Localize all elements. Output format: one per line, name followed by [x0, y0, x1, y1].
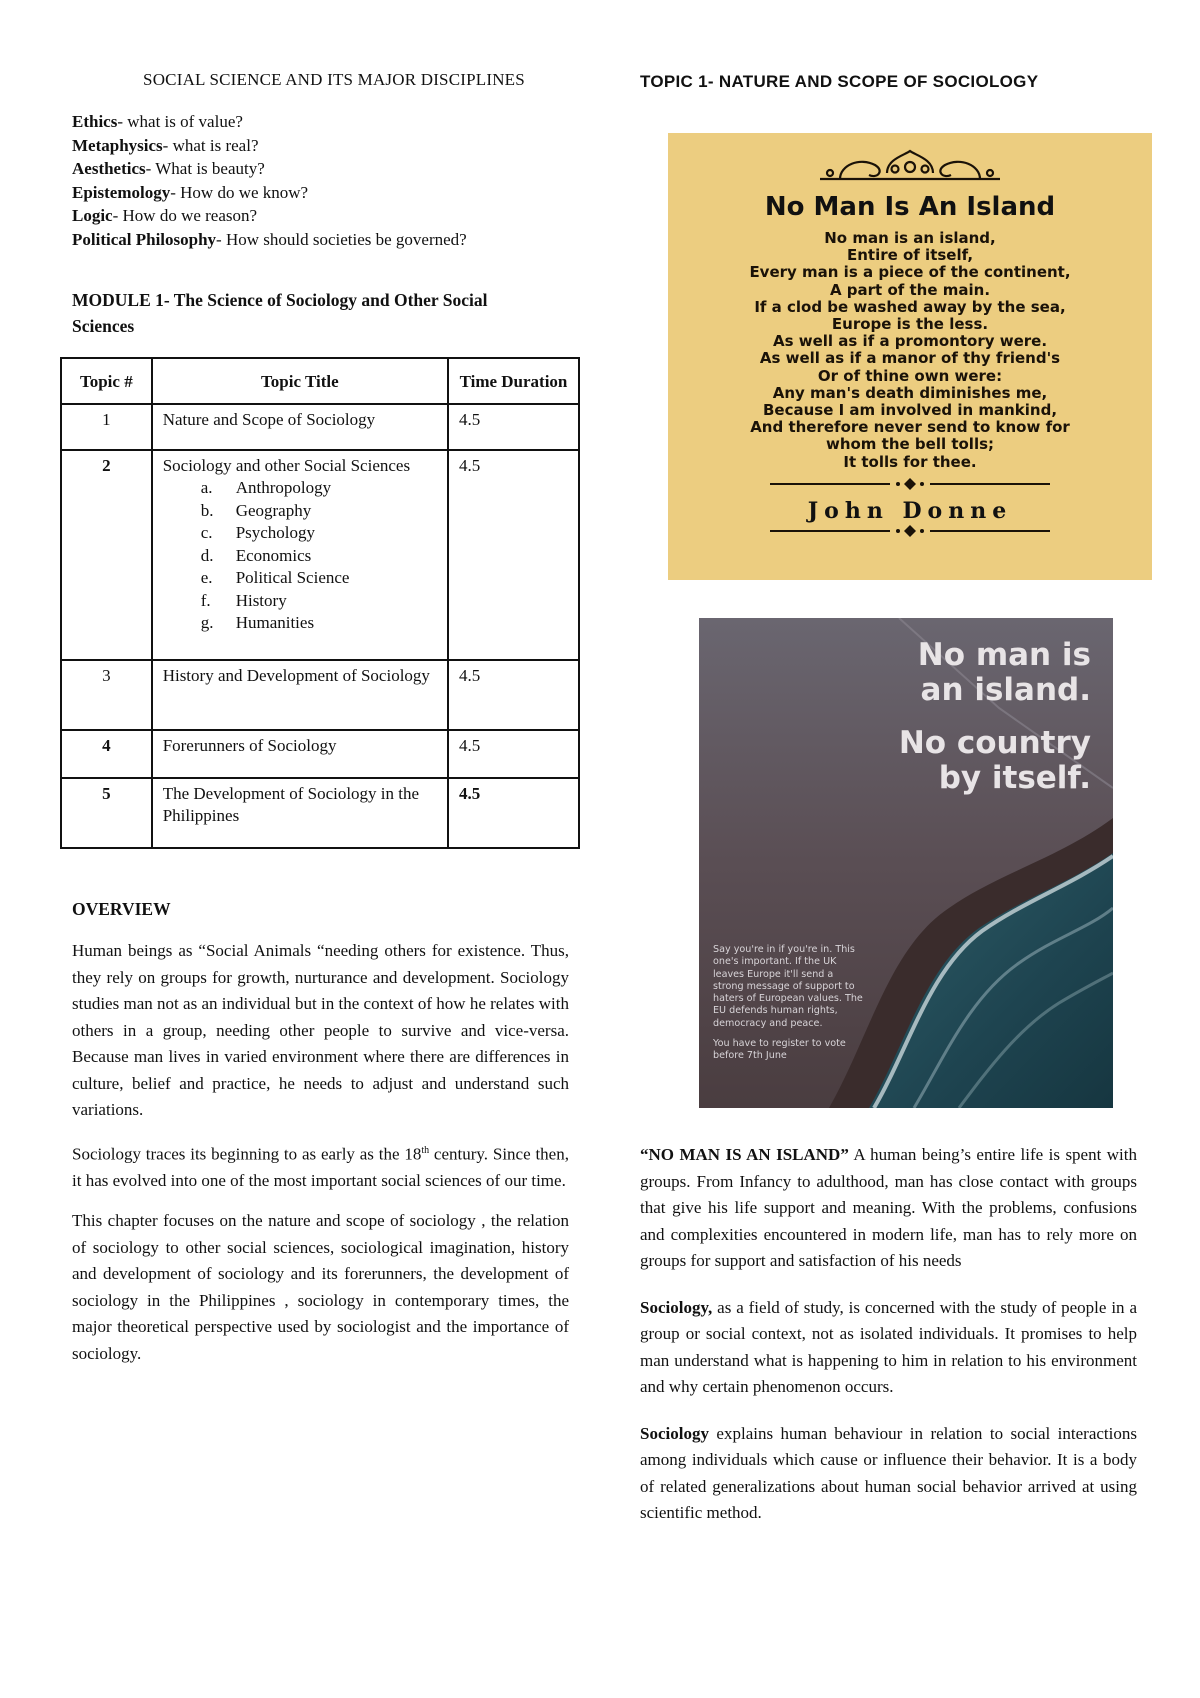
topic-duration: 4.5: [448, 660, 579, 730]
ornament-top-icon: [668, 147, 1152, 188]
topic-heading: TOPIC 1- NATURE AND SCOPE OF SOCIOLOGY: [640, 72, 1039, 91]
divider-ornament-icon: [668, 477, 1152, 496]
header-time-duration: Time Duration: [448, 358, 579, 404]
list-item: d. Economics: [200, 545, 312, 565]
poem-title: No Man Is An Island: [764, 192, 1056, 222]
overview-paragraph-2: Sociology traces its beginning to as early as the 18th century. Since then, it has evolved into one of the most important social sciences of our time.: [72, 1144, 569, 1190]
overview-heading: OVERVIEW: [72, 899, 171, 919]
sociology-definition-paragraph: Sociology, as a field of study, is concerned with the study of people in a group or social context, not as isolated individuals. It promises to help man understand what is happening to him in relation to his environment and why certain phenomenon occurs.: [640, 1297, 1137, 1396]
list-item: a. Anthropology: [200, 478, 332, 497]
branch-political-philosophy: Political Philosophy- How should societies be governed?: [72, 229, 467, 249]
subtopic-list: [163, 477, 437, 635]
list-item: c. Psychology: [200, 523, 316, 542]
table-row: [61, 660, 579, 730]
topic-title: History and Development of Sociology: [152, 660, 448, 730]
topic-duration: 4.5: [448, 450, 579, 660]
list-item: g. Humanities: [200, 613, 315, 632]
poem-image: [668, 133, 1152, 580]
branch-ethics: Ethics- what is of value?: [72, 112, 243, 131]
branch-aesthetics: Aesthetics- What is beauty?: [72, 159, 265, 178]
topic-number: 2: [61, 450, 152, 660]
topic-number: 5: [61, 778, 152, 848]
table-row: [61, 730, 579, 778]
topic-title: Sociology and other Social Sciences: [162, 456, 411, 475]
no-man-island-paragraph: “NO MAN IS AN ISLAND” A human being’s entire life is spent with groups. From Infancy to adulthood, man has close contact with groups that give his life support and meaning. With the problems, confusions and complexities encountered in modern life, man has to rely more on groups for support and satisfaction of his needs: [640, 1145, 1137, 1270]
divider-ornament-icon: [668, 524, 1152, 543]
left-column: [72, 70, 572, 1381]
table-row: [61, 404, 579, 450]
topic-number: 3: [61, 660, 152, 730]
branch-logic: Logic- How do we reason?: [72, 206, 258, 225]
right-column-heading-area: [640, 72, 1140, 92]
topic-number: 1: [61, 404, 152, 450]
poem-lines: No man is an island, Entire of itself, Every man is a piece of the continent, A part of the main. If a clod be washed away by the sea, Europe is the less. As well as if a promontory were. As well as if a manor of thy friend's Or of thine own were: Any man's death diminishes me, Because I am involved in mankind, And therefore never send to know for whom the bell tolls; It tolls for thee.: [749, 229, 1071, 471]
topic-title-cell: [152, 450, 448, 660]
header-topic-number: Topic #: [61, 358, 152, 404]
topic-duration: 4.5: [448, 778, 579, 848]
table-row: [61, 450, 579, 660]
topic-title: Nature and Scope of Sociology: [152, 404, 448, 450]
poem-author: John Donne: [807, 497, 1013, 524]
topic-title: The Development of Sociology in the Philippines: [152, 778, 448, 848]
table-row: [61, 778, 579, 848]
topic-duration: 4.5: [448, 404, 579, 450]
right-text-block: [640, 1142, 1137, 1541]
overview-paragraph-3: This chapter focuses on the nature and scope of sociology , the relation of sociology to other social sciences, sociological imagination, history and development of sociology and its forerunners, the development of sociology in the Philippines , sociology in contemporary times, the major theoretical perspective used by sociologist and the importance of sociology.: [72, 1211, 569, 1363]
header-topic-title: Topic Title: [152, 358, 448, 404]
topic-number: 4: [61, 730, 152, 778]
table-header-row: [61, 358, 579, 404]
coastline-poster-image: [699, 618, 1113, 1108]
overview-paragraph-1: Human beings as “Social Animals “needing others for existence. Thus, they rely on groups for growth, nurturance and development. Sociology studies man not as an individual but in the context of how he relates with others in a group, needing other people to survive and vice-versa. Because man lives in varied environment where there are differences in culture, belief and practice, he needs to adjust and understand such variations.: [72, 941, 569, 1119]
branch-epistemology: Epistemology- How do we know?: [72, 182, 309, 202]
poster-small-text: Say you're in if you're in. This one's important. If the UK leaves Europe it'll send a strong message of support to haters of European values. The EU defends human rights, democracy and peace. You have to register to vote before 7th June: [713, 944, 863, 1062]
topic-title: Forerunners of Sociology: [152, 730, 448, 778]
document-title: SOCIAL SCIENCE AND ITS MAJOR DISCIPLINES: [143, 70, 525, 89]
list-item: f. History: [200, 590, 287, 610]
philosophy-branches-list: [72, 110, 572, 251]
list-item: b. Geography: [200, 500, 312, 520]
list-item: e. Political Science: [200, 568, 350, 587]
topic-duration: 4.5: [448, 730, 579, 778]
poster-headline: No man is an island. No country by itself.: [898, 637, 1091, 796]
topics-table: [60, 357, 580, 849]
branch-metaphysics: Metaphysics- what is real?: [72, 135, 259, 155]
sociology-explains-paragraph: Sociology explains human behaviour in relation to social interactions among individuals which cause or influence their behavior. It is a body of related generalizations about human social behavior arrived at using scientific method.: [640, 1423, 1137, 1522]
module-heading: MODULE 1- The Science of Sociology and Other Social Sciences: [72, 290, 488, 336]
